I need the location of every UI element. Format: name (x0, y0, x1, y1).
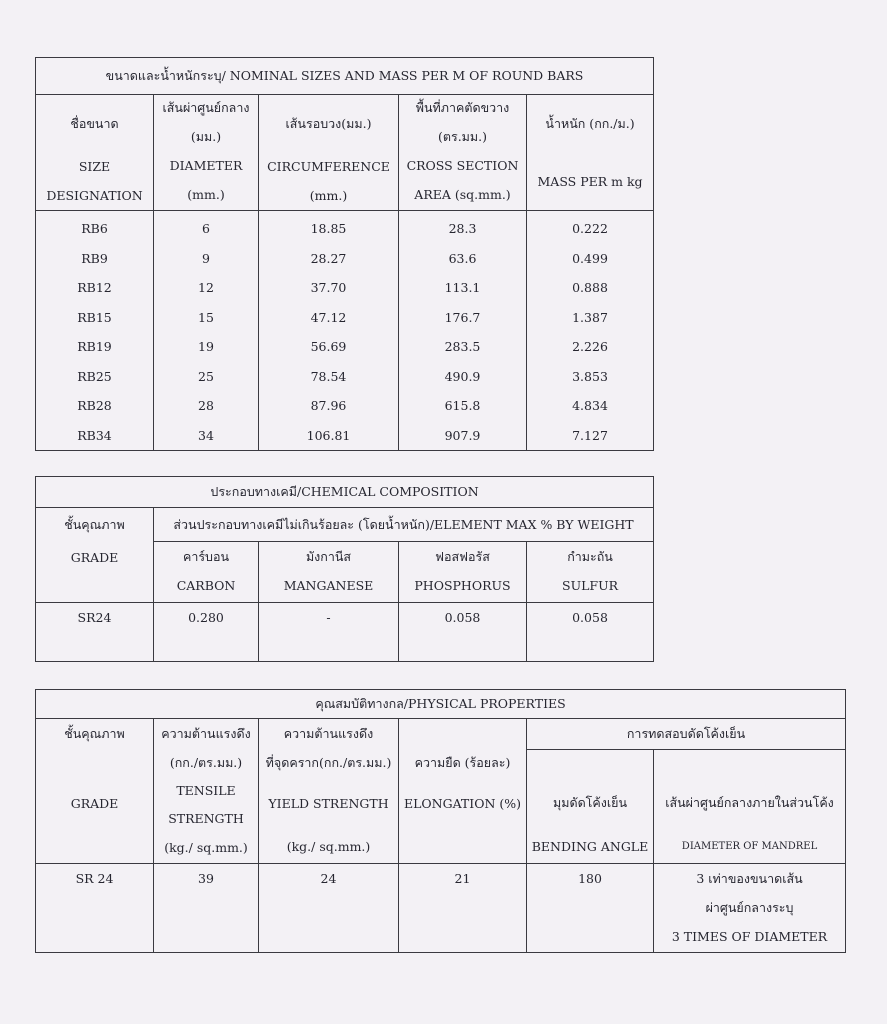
cell: 2.226 (527, 332, 654, 362)
grade-header: ชั้นคุณภาพ GRADE (36, 719, 154, 864)
table-row (36, 391, 654, 421)
cell: 0.058 (527, 603, 654, 662)
cell: 0.058 (399, 603, 527, 662)
cell: RB9 (36, 244, 154, 274)
cell: 176.7 (399, 303, 527, 333)
cell: 28 (154, 391, 259, 421)
bend-test-header: การทดสอบดัดโค้งเย็น (527, 719, 846, 750)
bending-angle-header: มุมดัดโค้งเย็น BENDING ANGLE (527, 750, 654, 864)
yield-header: ความต้านแรงดึง ที่จุดคราก(กก./ตร.มม.) YIELD STRENGTH (kg./ sq.mm.) (259, 719, 399, 864)
cell: 56.69 (259, 332, 399, 362)
cell: 25 (154, 362, 259, 392)
table-row (36, 332, 654, 362)
table-title: คุณสมบัติทางกล/PHYSICAL PROPERTIES (36, 690, 846, 719)
cell: RB25 (36, 362, 154, 392)
cell: 47.12 (259, 303, 399, 333)
cell: 19 (154, 332, 259, 362)
cell: 907.9 (399, 421, 527, 451)
table-row (36, 211, 654, 244)
cell: 28.3 (399, 211, 527, 244)
manganese-header: มังกานีส MANGANESE (259, 542, 399, 603)
table-title: ขนาดและน้ำหนักระบุ/ NOMINAL SIZES AND MASS PER M OF ROUND BARS (36, 58, 654, 95)
cell: 7.127 (527, 421, 654, 451)
cell: 0.888 (527, 273, 654, 303)
cell: 0.499 (527, 244, 654, 274)
cell: 24 (259, 864, 399, 953)
cell: RB12 (36, 273, 154, 303)
cell: 106.81 (259, 421, 399, 451)
table-row (36, 362, 654, 392)
table-row (36, 421, 654, 451)
chemical-composition-table (35, 476, 654, 662)
tensile-header: ความต้านแรงดึง (กก./ตร.มม.) TENSILE STRENGTH (kg./ sq.mm.) (154, 719, 259, 864)
cell: 615.8 (399, 391, 527, 421)
cell: RB34 (36, 421, 154, 451)
cell: 15 (154, 303, 259, 333)
table-row (36, 864, 846, 953)
cell: SR 24 (36, 864, 154, 953)
mandrel-cell: 3 เท่าของขนาดเส้น ผ่าศูนย์กลางระบุ 3 TIMES OF DIAMETER (654, 864, 846, 953)
size-header: ชื่อขนาด SIZE DESIGNATION (36, 95, 154, 211)
cell: 28.27 (259, 244, 399, 274)
cell: 4.834 (527, 391, 654, 421)
cell: RB19 (36, 332, 154, 362)
cell: 490.9 (399, 362, 527, 392)
cell: 9 (154, 244, 259, 274)
cell: SR24 (36, 603, 154, 662)
table-title: ประกอบทางเคมี/CHEMICAL COMPOSITION (36, 477, 654, 508)
cell: 18.85 (259, 211, 399, 244)
physical-properties-table (35, 689, 846, 953)
phosphorus-header: ฟอสฟอรัส PHOSPHORUS (399, 542, 527, 603)
table-row (36, 603, 654, 662)
cell: 78.54 (259, 362, 399, 392)
cell: 37.70 (259, 273, 399, 303)
cell: 21 (399, 864, 527, 953)
cell: 87.96 (259, 391, 399, 421)
circumference-header: เส้นรอบวง(มม.) CIRCUMFERENCE (mm.) (259, 95, 399, 211)
table-row (36, 303, 654, 333)
table-row (36, 273, 654, 303)
nominal-sizes-table (35, 57, 654, 451)
cell: 3.853 (527, 362, 654, 392)
cell: 180 (527, 864, 654, 953)
cell: 1.387 (527, 303, 654, 333)
sulfur-header: กำมะถัน SULFUR (527, 542, 654, 603)
element-header: ส่วนประกอบทางเคมีไม่เกินร้อยละ (โดยน้ำหนัก)/ELEMENT MAX % BY WEIGHT (154, 508, 654, 542)
table-row (36, 244, 654, 274)
carbon-header: คาร์บอน CARBON (154, 542, 259, 603)
cell: 283.5 (399, 332, 527, 362)
cell: 34 (154, 421, 259, 451)
cell: 12 (154, 273, 259, 303)
cell: RB6 (36, 211, 154, 244)
cell: RB15 (36, 303, 154, 333)
cell: 0.280 (154, 603, 259, 662)
cell: - (259, 603, 399, 662)
grade-header: ชั้นคุณภาพ GRADE (36, 508, 154, 603)
cell: RB28 (36, 391, 154, 421)
cell: 39 (154, 864, 259, 953)
cell: 63.6 (399, 244, 527, 274)
mandrel-header: เส้นผ่าศูนย์กลางภายในส่วนโค้ง DIAMETER OF MANDREL (654, 750, 846, 864)
diameter-header: เส้นผ่าศูนย์กลาง (มม.) DIAMETER (mm.) (154, 95, 259, 211)
cell: 0.222 (527, 211, 654, 244)
header-row (36, 95, 654, 211)
cell: 6 (154, 211, 259, 244)
area-header: พื้นที่ภาคตัดขวาง (ตร.มม.) CROSS SECTION AREA (sq.mm.) (399, 95, 527, 211)
elongation-header: ความยืด (ร้อยละ) ELONGATION (%) (399, 719, 527, 864)
cell: 113.1 (399, 273, 527, 303)
mass-header: น้ำหนัก (กก./ม.) MASS PER m kg (527, 95, 654, 211)
